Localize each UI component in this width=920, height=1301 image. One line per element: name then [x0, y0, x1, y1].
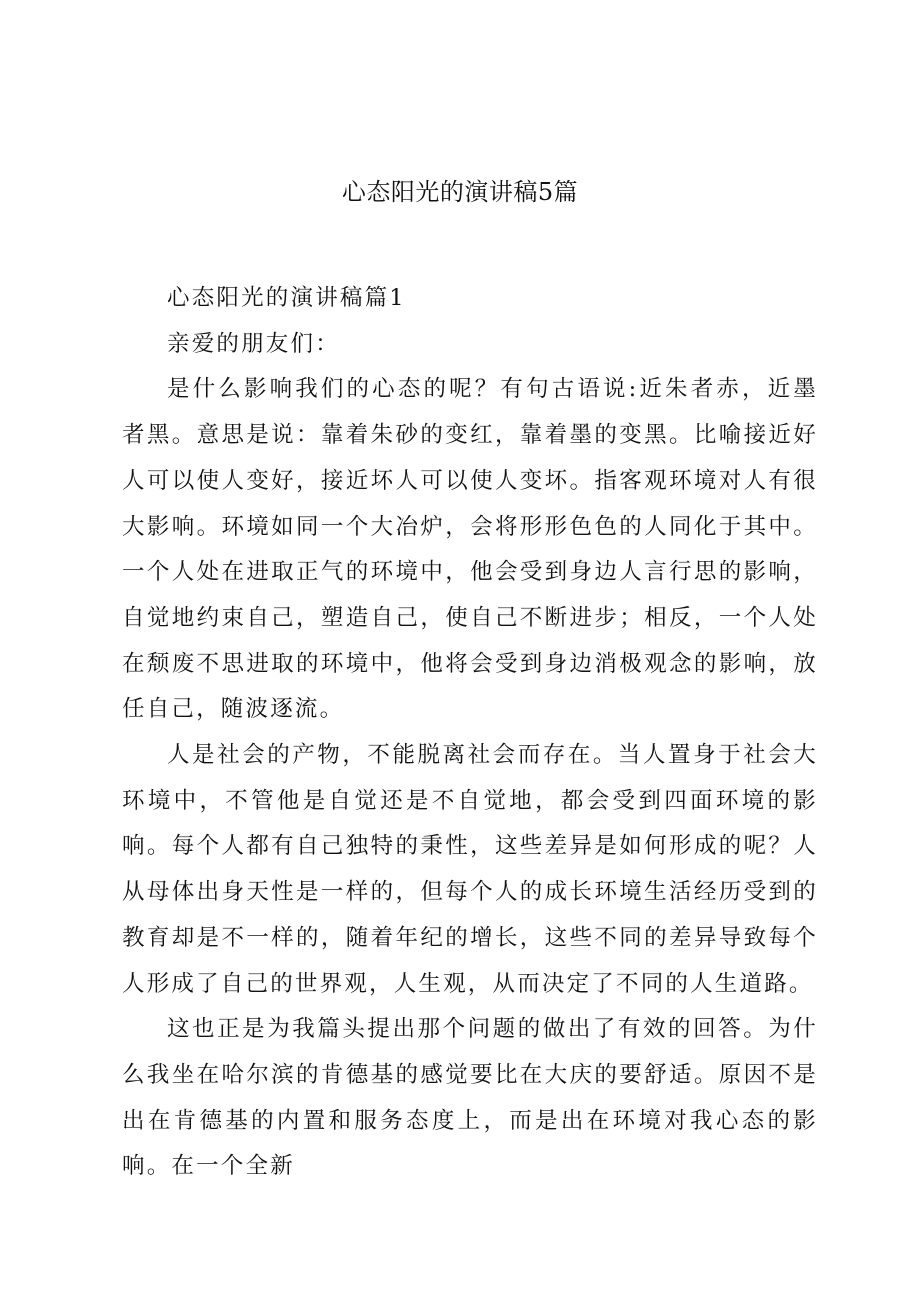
document-title: 心态阳光的演讲稿5篇 [341, 178, 579, 206]
paragraph-2: 人是社会的产物，不能脱离社会而存在。当人置身于社会大环境中，不管他是自觉还是不自觉地，都会受到四面环境的影响。每个人都有自己独特的秉性，这些差异是如何形成的呢？人从母体出身天性是一样的，但每个人的成长环境生活经历受到的教育却是不一样的，随着年纪的增长，这些不同的差异导致每个人形成了自己的世界观，人生观，从而决定了不同的人生道路。 [122, 742, 818, 997]
greeting: 亲爱的朋友们： [167, 330, 340, 357]
paragraph-1: 是什么影响我们的心态的呢？有句古语说:近朱者赤，近墨者黑。意思是说：靠着朱砂的变红，靠着墨的变黑。比喻接近好人可以使人变好，接近坏人可以使人变坏。指客观环境对人有很大影响。环境如同一个大冶炉，会将形形色色的人同化于其中。一个人处在进取正气的环境中，他会受到身边人言行思的影响，自觉地约束自己，塑造自己，使自己不断进步；相反，一个人处在颓废不思进取的环境中，他将会受到身边消极观念的影响，放任自己，随波逐流。 [122, 376, 818, 723]
paragraph-3: 这也正是为我篇头提出那个问题的做出了有效的回答。为什么我坐在哈尔滨的肯德基的感觉要比在大庆的要舒适。原因不是出在肯德基的内置和服务态度上，而是出在环境对我心态的影响。在一个全新 [122, 1016, 818, 1180]
document-body [122, 276, 818, 1190]
section-heading: 心态阳光的演讲稿篇1 [167, 285, 406, 311]
